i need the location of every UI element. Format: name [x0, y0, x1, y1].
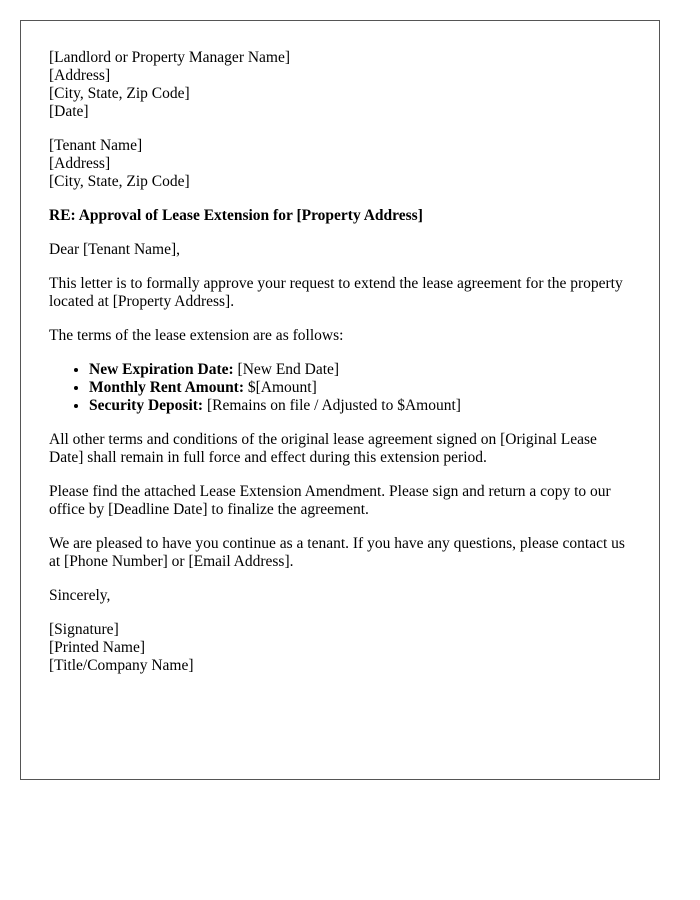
other-terms-paragraph: All other terms and conditions of the original lease agreement signed on [Original Lease Date] shall remain in full force and effect during this extension period. [49, 431, 597, 466]
terms-list [49, 361, 631, 415]
term-value: [New End Date] [233, 361, 340, 378]
salutation: Dear [Tenant Name], [49, 241, 181, 258]
printed-name: [Printed Name] [49, 639, 145, 656]
recipient-address: [Address] [49, 155, 111, 172]
title-company: [Title/Company Name] [49, 657, 194, 674]
term-value: [Remains on file / Adjusted to $Amount] [203, 397, 461, 414]
recipient-block [49, 137, 631, 191]
intro-paragraph: This letter is to formally approve your request to extend the lease agreement for the property located at [Property Address]. [49, 275, 623, 310]
signature-block [49, 621, 631, 675]
letter-date: [Date] [49, 103, 89, 120]
term-item-expiration [89, 361, 631, 379]
recipient-name: [Tenant Name] [49, 137, 143, 154]
sender-name: [Landlord or Property Manager Name] [49, 49, 291, 66]
sender-city-state-zip: [City, State, Zip Code] [49, 85, 190, 102]
letter-page [20, 20, 660, 780]
term-label: New Expiration Date: [89, 361, 234, 378]
terms-intro-paragraph: The terms of the lease extension are as follows: [49, 327, 344, 344]
term-value: $[Amount] [244, 379, 317, 396]
subject-line: RE: Approval of Lease Extension for [Property Address] [49, 207, 423, 224]
term-label: Security Deposit: [89, 397, 204, 414]
term-item-rent [89, 379, 631, 397]
sender-address: [Address] [49, 67, 111, 84]
recipient-city-state-zip: [City, State, Zip Code] [49, 173, 190, 190]
signoff: Sincerely, [49, 587, 111, 604]
term-item-deposit [89, 397, 631, 415]
sender-block [49, 49, 631, 121]
term-label: Monthly Rent Amount: [89, 379, 245, 396]
closing-paragraph: We are pleased to have you continue as a tenant. If you have any questions, please contact us at [Phone Number] or [Email Address]. [49, 535, 625, 570]
attachment-paragraph: Please find the attached Lease Extension Amendment. Please sign and return a copy to our office by [Deadline Date] to finalize the agreement. [49, 483, 611, 518]
signature-placeholder: [Signature] [49, 621, 119, 638]
